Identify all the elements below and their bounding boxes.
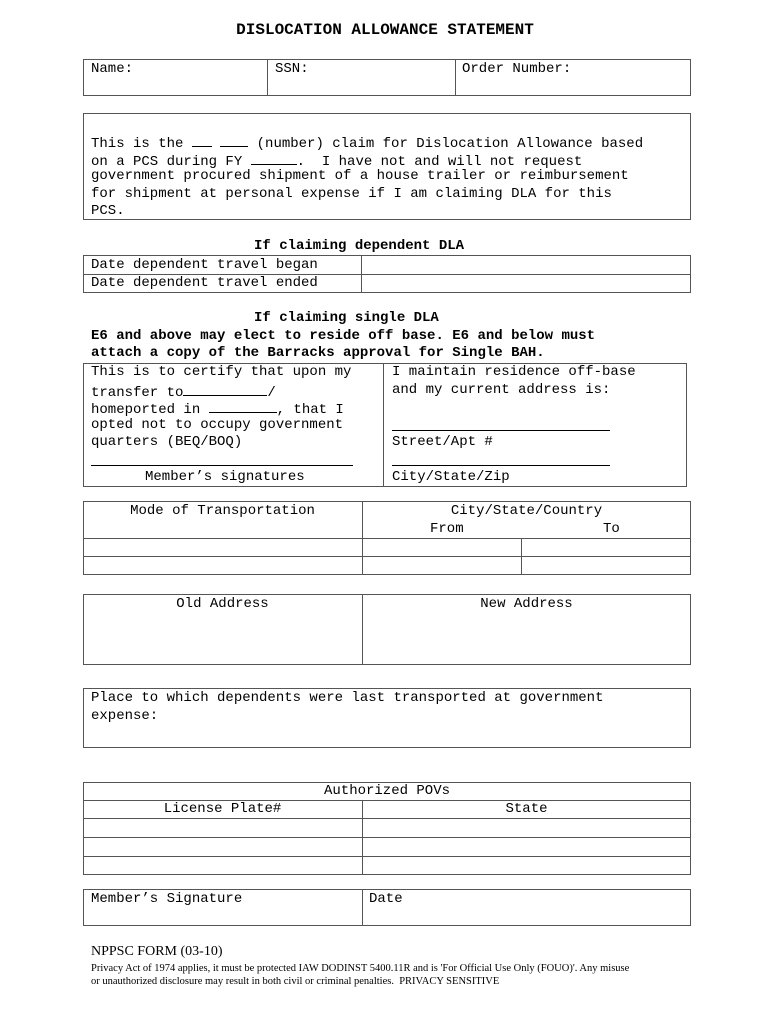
certify-text: homeported in: [91, 402, 209, 418]
street-line[interactable]: [392, 430, 610, 431]
single-dla-note-2: attach a copy of the Barracks approval for Single BAH.: [91, 345, 545, 361]
residence-line-1: I maintain residence off-base: [392, 364, 636, 380]
city-state-zip-label: City/State/Zip: [392, 469, 510, 485]
street-label: Street/Apt #: [392, 434, 493, 450]
transport-mode-cell[interactable]: [84, 557, 361, 574]
claim-text: (number) claim for Dislocation Allowance based: [248, 136, 644, 152]
divider: [361, 255, 362, 293]
certify-text: , that I: [276, 402, 344, 418]
certify-line-1: This is to certify that upon my: [91, 364, 352, 380]
travel-began-label: Date dependent travel began: [91, 257, 318, 273]
dependent-dla-heading: If claiming dependent DLA: [254, 238, 465, 254]
state-cell[interactable]: [363, 819, 690, 836]
claim-number-blank[interactable]: [192, 133, 212, 147]
certify-line-4: opted not to occupy government: [91, 417, 344, 433]
order-number-field[interactable]: Order Number:: [462, 61, 572, 77]
city-state-country-header: City/State/Country: [450, 503, 603, 519]
transfer-to-blank[interactable]: [183, 382, 267, 396]
form-title: DISLOCATION ALLOWANCE STATEMENT: [236, 21, 534, 39]
privacy-notice-line-1: Privacy Act of 1974 applies, it must be protected IAW DODINST 5400.11R and is 'For Official Use Only (FOUO)'. Any misuse: [91, 963, 630, 974]
license-plate-header: License Plate#: [163, 801, 282, 817]
divider: [83, 837, 691, 838]
state-header: State: [505, 801, 548, 817]
certify-text: transfer to: [91, 385, 184, 401]
homeported-blank[interactable]: [209, 399, 277, 413]
travel-ended-field[interactable]: [363, 275, 689, 292]
claim-number-blank-2[interactable]: [220, 133, 248, 147]
divider: [455, 59, 456, 96]
claim-line-4: for shipment at personal expense if I am claiming DLA for this: [91, 186, 612, 202]
to-header: To: [603, 521, 620, 537]
travel-ended-label: Date dependent travel ended: [91, 275, 318, 291]
license-plate-cell[interactable]: [84, 819, 361, 836]
authorized-povs-heading: Authorized POVs: [323, 783, 451, 799]
certify-line-5: quarters (BEQ/BOQ): [91, 434, 243, 450]
residence-line-2: and my current address is:: [392, 382, 611, 398]
certify-text: /: [267, 385, 276, 401]
dependents-transport-line-2: expense:: [91, 708, 159, 724]
member-signature-line[interactable]: [91, 465, 353, 466]
ssn-field[interactable]: SSN:: [275, 61, 309, 77]
from-header: From: [430, 521, 464, 537]
date-field[interactable]: Date: [369, 891, 403, 907]
privacy-notice-line-2: or unauthorized disclosure may result in both civil or criminal penalties. PRIVACY SENSITIVE: [91, 976, 500, 987]
divider: [521, 539, 522, 575]
mode-of-transportation-header: Mode of Transportation: [130, 503, 315, 519]
header-fields-box: [83, 59, 691, 96]
city-state-zip-line[interactable]: [392, 465, 610, 466]
claim-text: This is the: [91, 136, 192, 152]
new-address-header: New Address: [480, 596, 573, 612]
divider: [383, 363, 384, 487]
claim-line-3: government procured shipment of a house trailer or reimbursement: [91, 168, 629, 184]
member-signature-field[interactable]: Member’s Signature: [91, 891, 243, 907]
old-address-header: Old Address: [176, 596, 269, 612]
travel-began-field[interactable]: [363, 256, 689, 273]
divider: [83, 856, 691, 857]
single-dla-note-1: E6 and above may elect to reside off base. E6 and below must: [91, 328, 596, 344]
divider: [362, 889, 363, 926]
members-signatures-label: Member’s signatures: [145, 469, 305, 485]
claim-text: on a PCS during FY: [91, 154, 251, 170]
form-id: NPPSC FORM (03-10): [91, 944, 223, 959]
name-field[interactable]: Name:: [91, 61, 134, 77]
claim-line-5: PCS.: [91, 203, 125, 219]
fiscal-year-blank[interactable]: [251, 151, 297, 165]
dependents-transport-line-1: Place to which dependents were last transported at government: [91, 690, 604, 706]
transport-mode-cell[interactable]: [84, 539, 361, 556]
single-dla-heading: If claiming single DLA: [254, 310, 439, 326]
claim-text: . I have not and will not request: [296, 154, 583, 170]
divider: [267, 59, 268, 96]
